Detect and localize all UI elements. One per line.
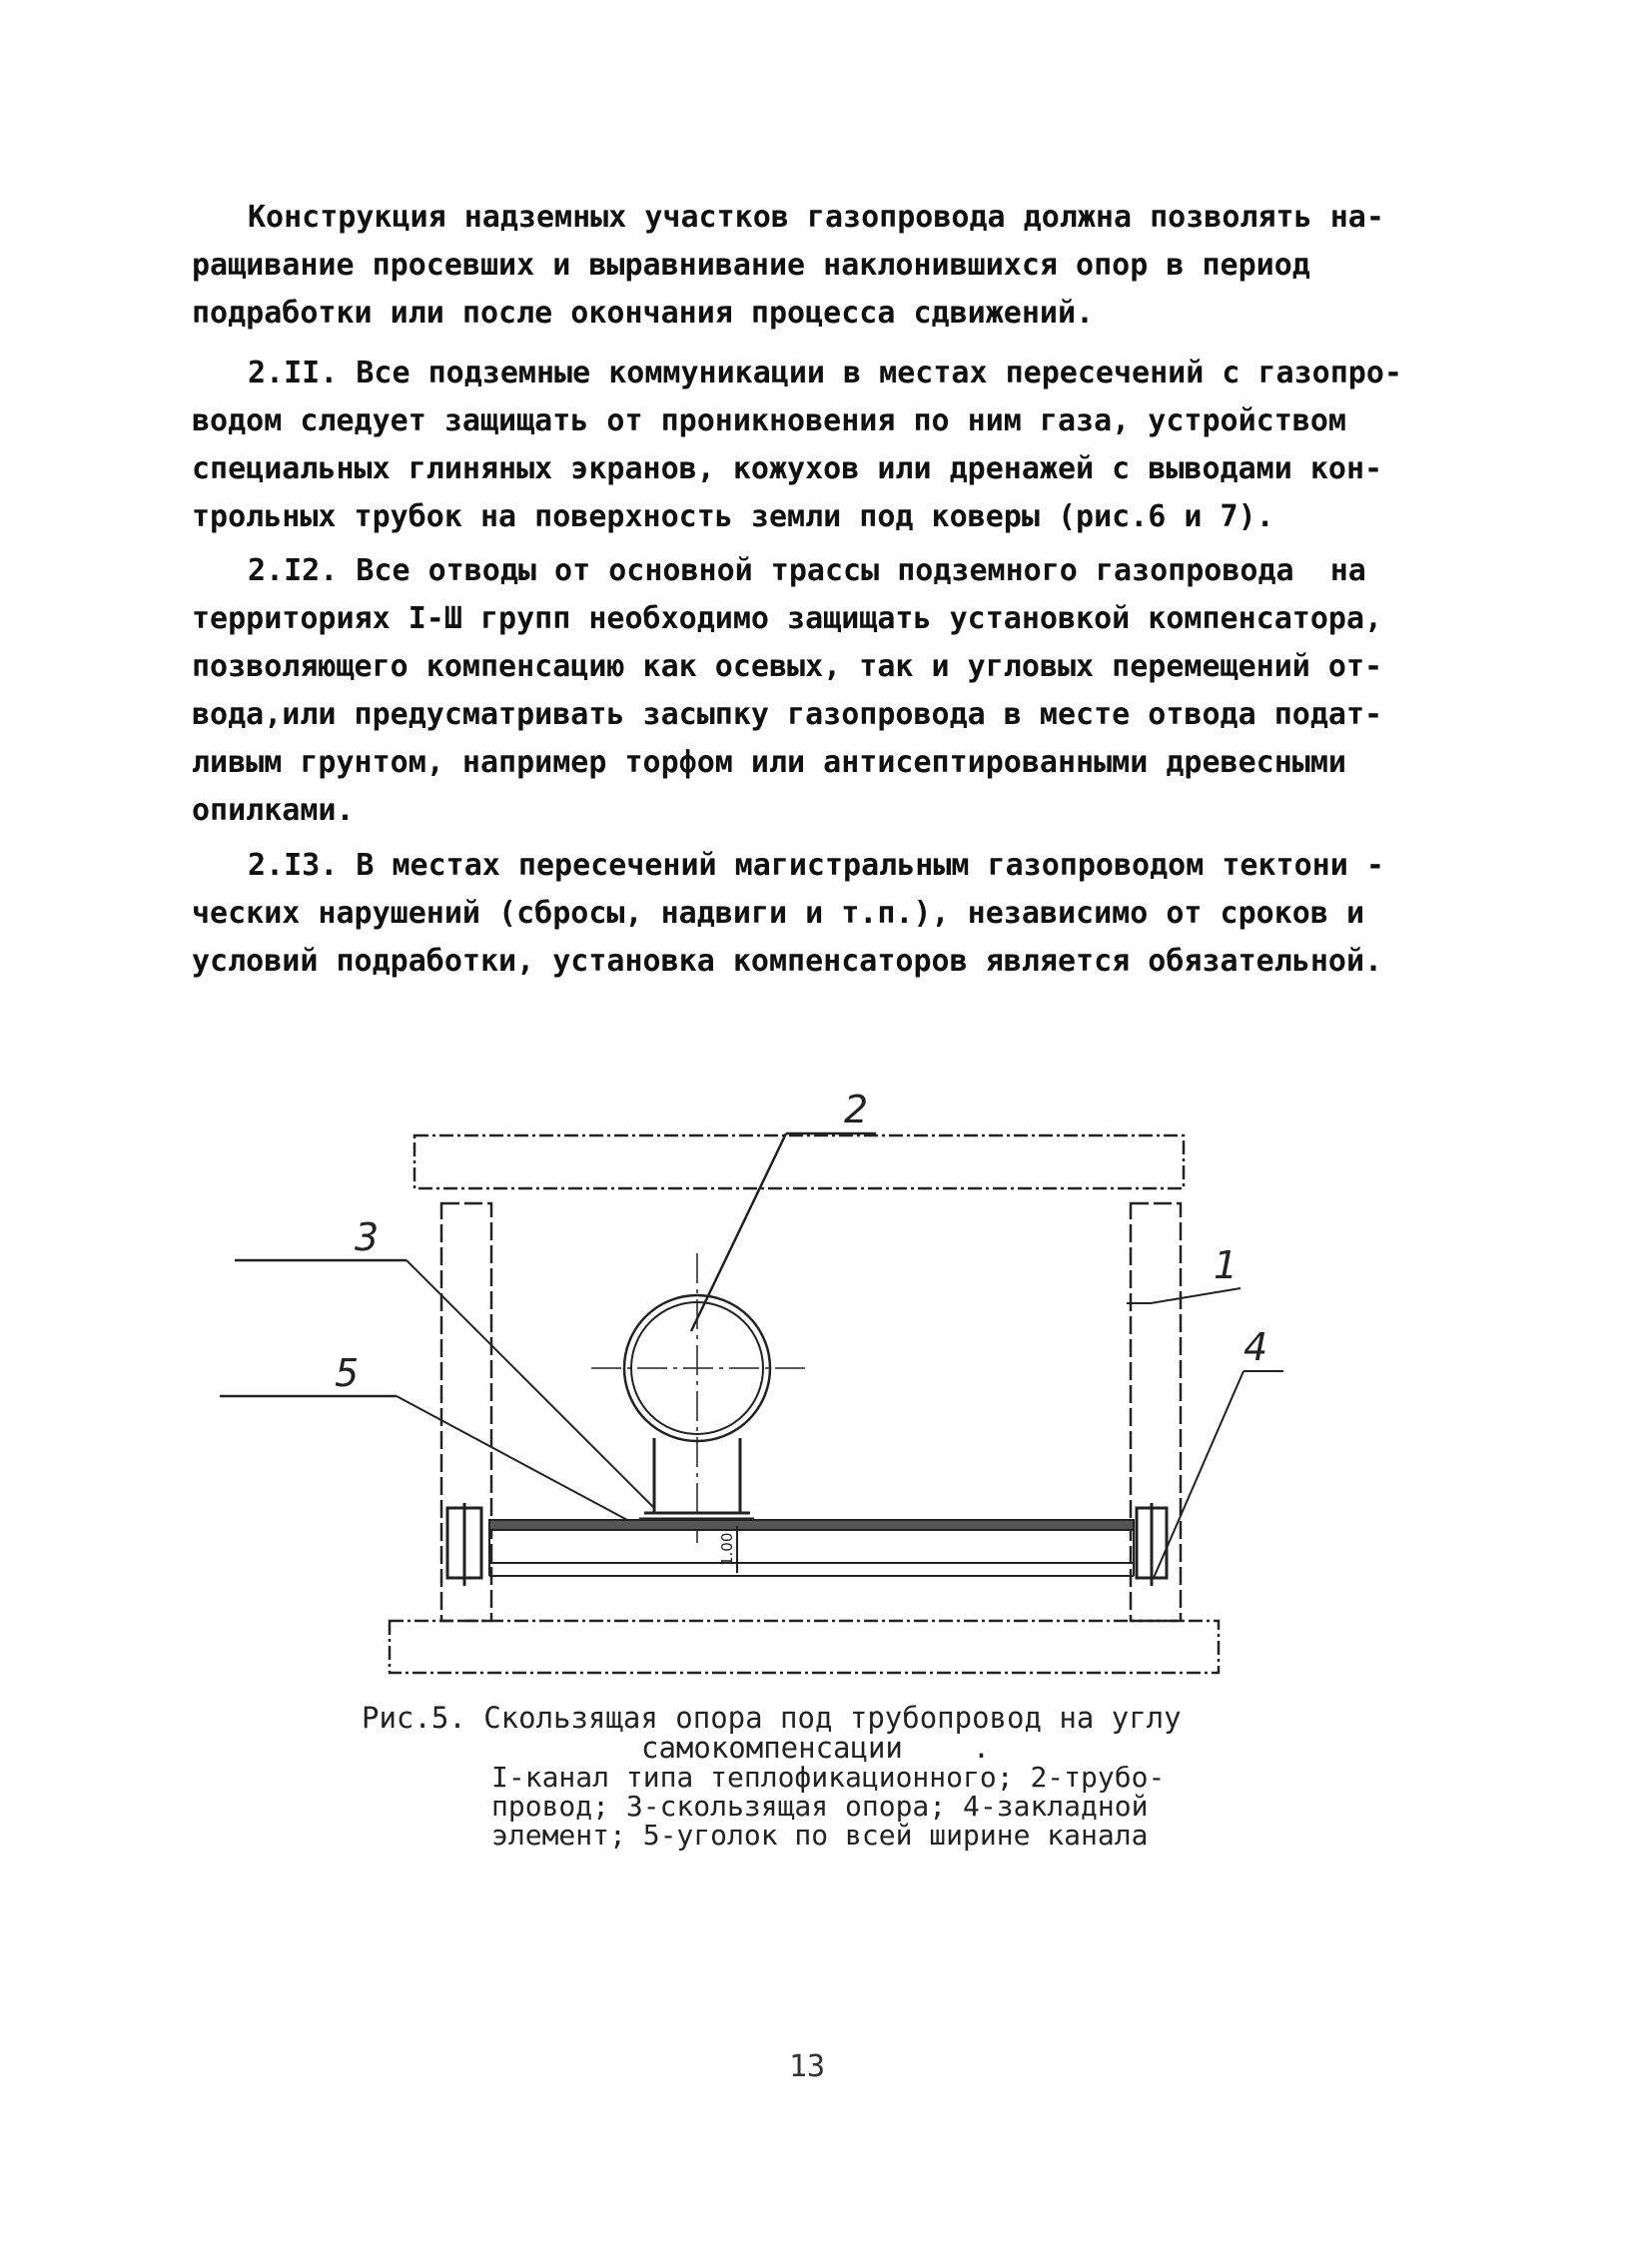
text-line: специальных глиняных экранов, кожухов или дренажей с выводами кон- [192, 451, 1383, 486]
text-line: условий подработки, установка компенсаторов является обязательной. [192, 944, 1383, 979]
text-line: вода,или предусматривать засыпку газопровода в месте отвода подат- [192, 697, 1383, 732]
text-line: опилками. [192, 793, 355, 828]
text-line: 2.I2. Все отводы от основной трассы подземного газопровода на [248, 553, 1366, 588]
text-line: Конструкция надземных участков газопровода должна позволять на- [248, 200, 1384, 235]
sliding-support-drawing [310, 1059, 1268, 1678]
page-number: 13 [789, 2049, 826, 2084]
text-line: ливым грунтом, например торфом или антисептированными древесными [192, 745, 1346, 780]
label-4: 4 [1243, 1325, 1268, 1369]
caption-legend-line: провод; 3-скользящая опора; 4-закладной [491, 1790, 1149, 1823]
paragraph-intro [192, 194, 1450, 338]
paragraph-2-13 [192, 842, 1450, 986]
text-line: территориях I-Ш групп необходимо защищать установкой компенсатора, [192, 601, 1383, 636]
leader-4 [1154, 1371, 1243, 1578]
dimension-label: 1.00 [718, 1532, 736, 1566]
text-line: трольных трубок на поверхность земли под коверы (рис.6 и 7). [192, 499, 1274, 534]
caption-title: Рис.5. Скользящая опора под трубопровод на углу [362, 1701, 1182, 1735]
text-line: 2.II. Все подземные коммуникации в местах пересечений с газопро- [248, 356, 1402, 390]
top-slab [414, 1135, 1184, 1188]
leader-1b [1151, 1288, 1240, 1303]
bottom-slab [390, 1621, 1219, 1673]
text-line: ческих нарушений (сбросы, надвиги и т.п.), независимо от сроков и [192, 896, 1364, 931]
text-line: подработки или после окончания процесса сдвижений. [192, 296, 1095, 331]
text-line: ращивание просевших и выравнивание наклонившихся опор в период [192, 248, 1310, 283]
angle-rail [489, 1520, 1134, 1530]
leader-3 [407, 1260, 654, 1508]
label-2: 2 [844, 1088, 869, 1131]
label-5: 5 [335, 1351, 360, 1395]
paragraph-2-12 [192, 547, 1450, 835]
label-3: 3 [355, 1215, 380, 1259]
text-line: позволяющего компенсацию как осевых, так и угловых перемещений от- [192, 649, 1383, 684]
caption-title-cont: самокомпенсации . [641, 1731, 991, 1765]
caption-legend-line: I-канал типа теплофикационного; 2-трубо- [491, 1761, 1166, 1794]
text-line: водом следует защищать от проникновения по ним газа, устройством [192, 403, 1346, 438]
text-line: 2.I3. В местах пересечений магистральным газопроводом тектони - [248, 848, 1384, 883]
caption-legend-line: элемент; 5-уголок по всей ширине канала [491, 1819, 1149, 1852]
leader-2 [691, 1133, 786, 1331]
paragraph-2-11 [192, 350, 1450, 541]
label-1: 1 [1214, 1243, 1239, 1287]
figure-caption [362, 1703, 1260, 1850]
leader-5 [397, 1396, 627, 1520]
